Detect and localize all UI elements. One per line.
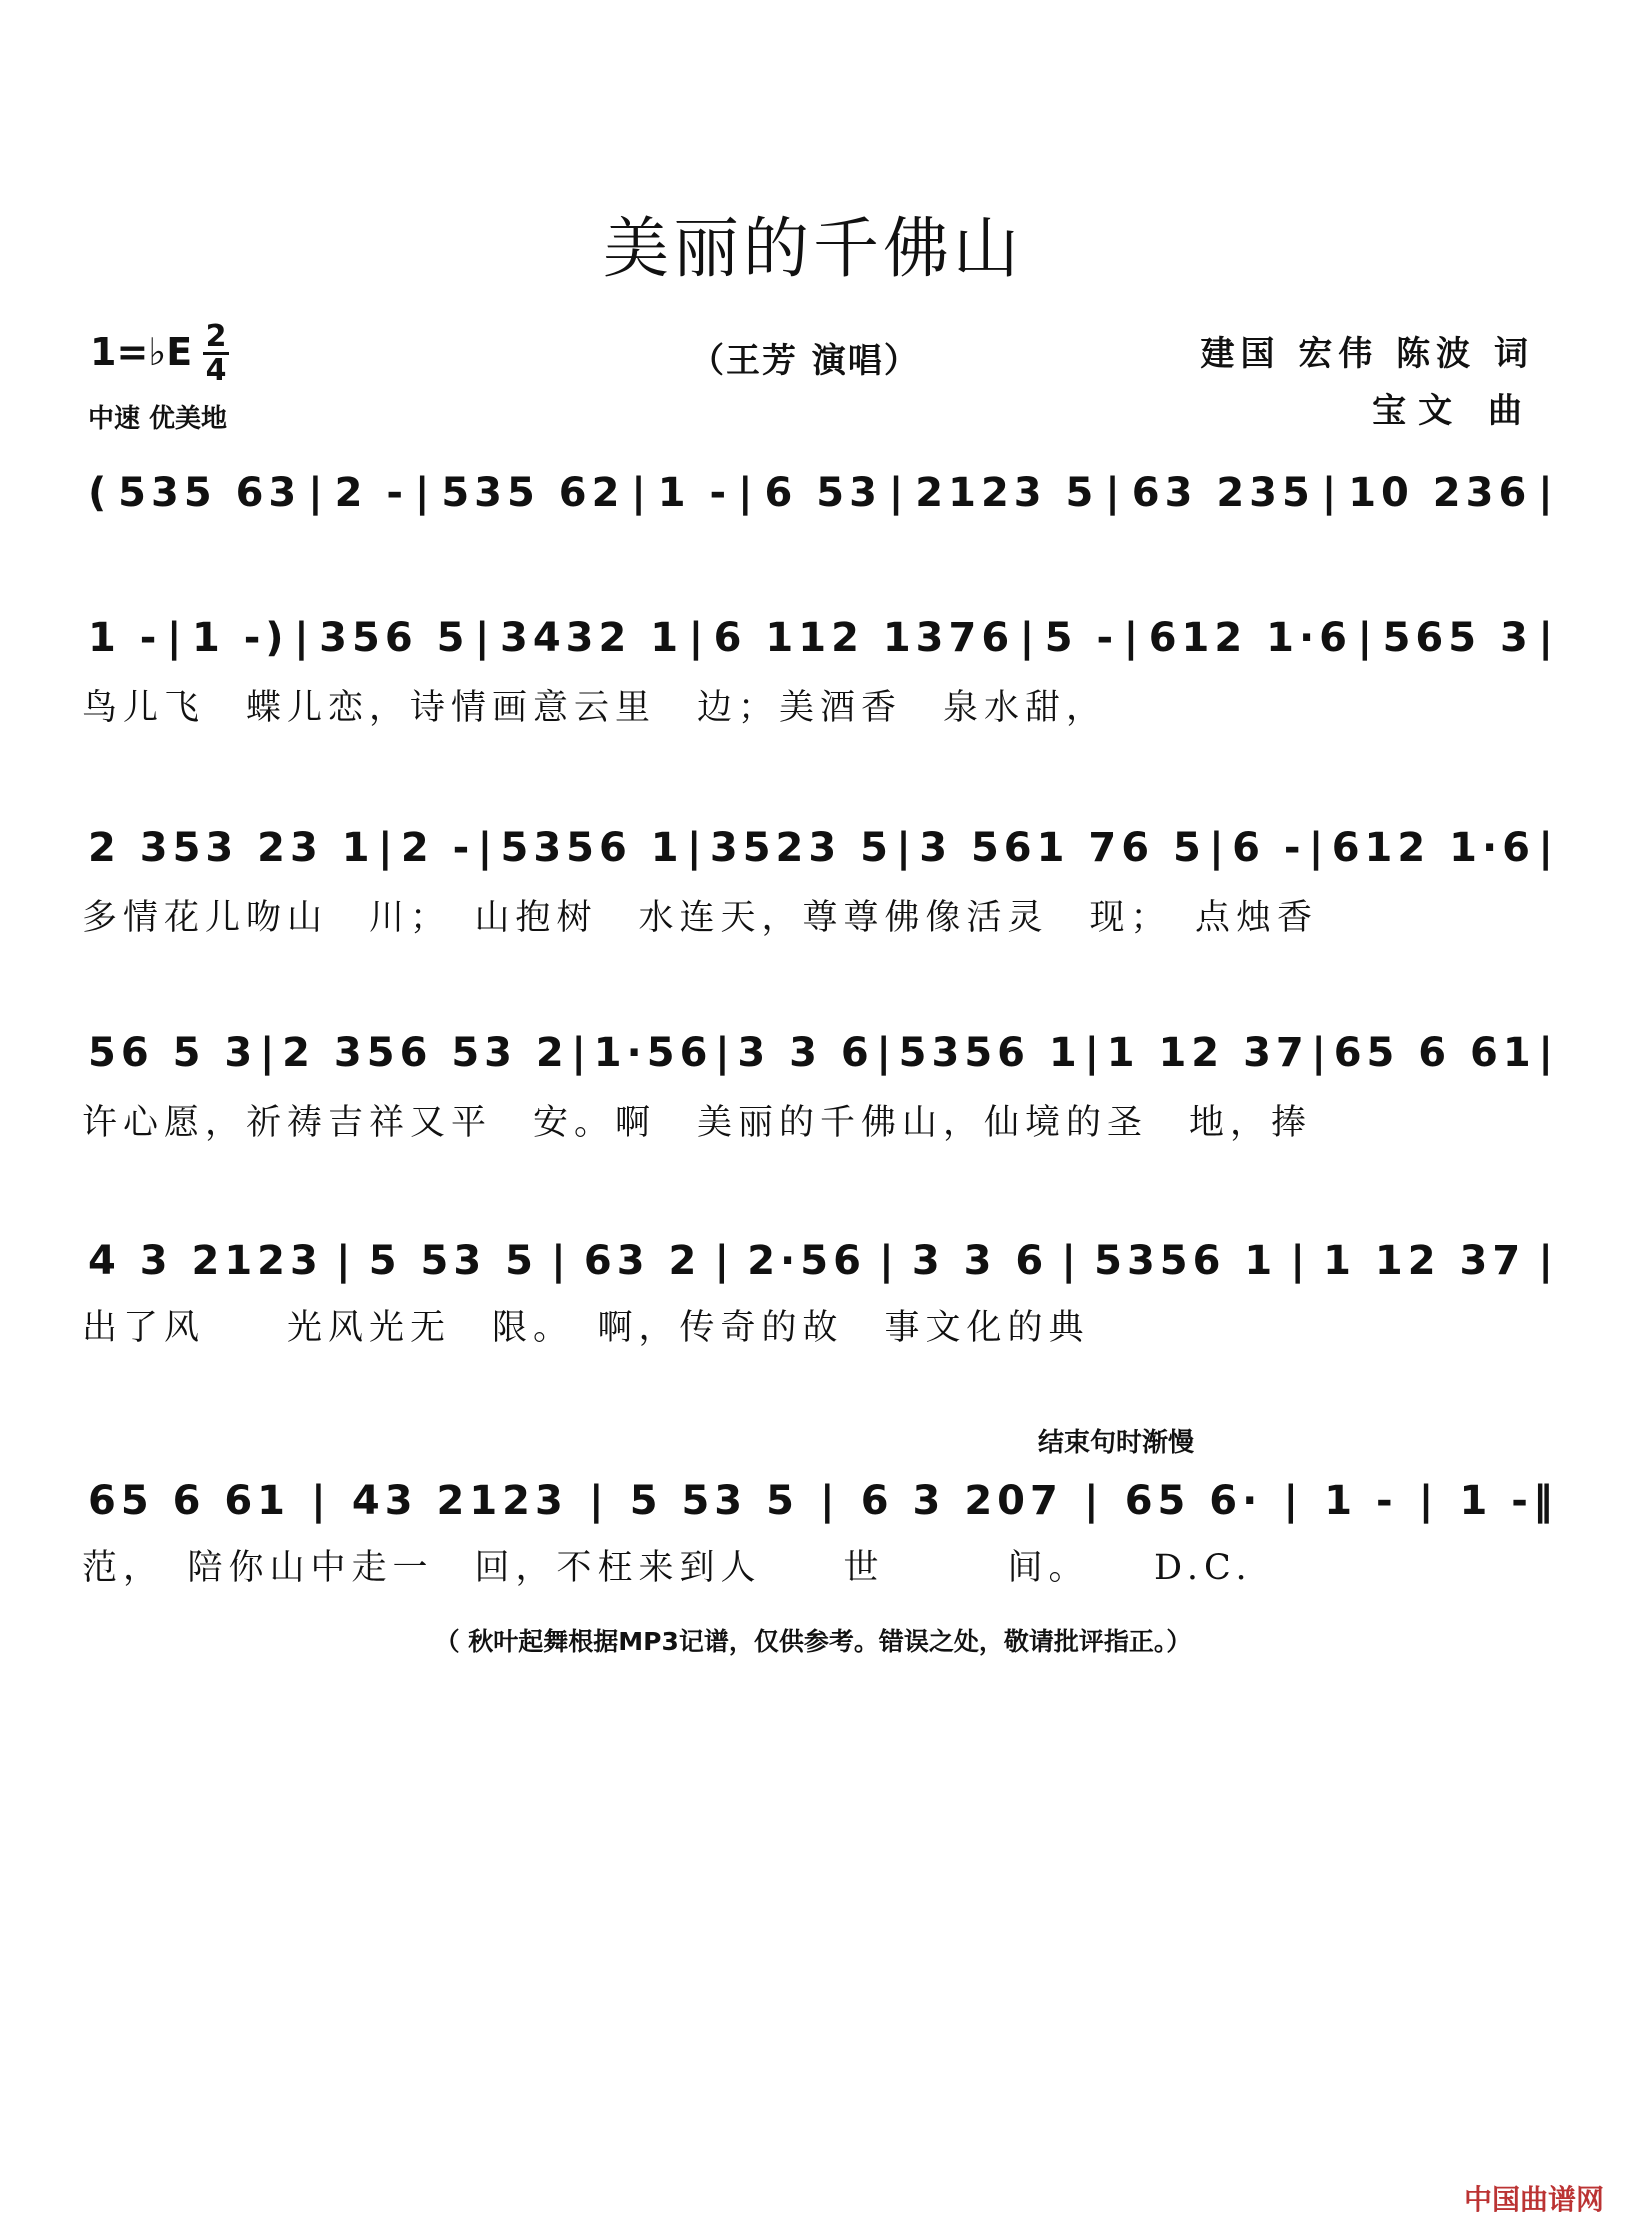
note-group: 2 356 53 2 xyxy=(282,1030,569,1076)
time-sig-bottom: 4 xyxy=(205,353,227,388)
barline: | xyxy=(1084,1030,1105,1076)
note-group: 5356 1 xyxy=(500,825,684,871)
barline: | xyxy=(1321,470,1342,516)
note-group: 3 561 76 5 xyxy=(919,825,1206,871)
barline: | xyxy=(876,1030,896,1076)
note-group: 535 62 xyxy=(441,470,625,516)
note-group: 63 2 xyxy=(583,1238,702,1284)
notation-line-4 xyxy=(88,1030,1558,1076)
barline: | xyxy=(1538,825,1558,871)
barline: | xyxy=(1283,1478,1304,1524)
note-group: 6 3 207 xyxy=(860,1478,1063,1524)
time-sig-top: 2 xyxy=(205,319,227,354)
barline: | xyxy=(1105,470,1125,516)
barline: | xyxy=(715,1030,735,1076)
note-group: 56 5 3 xyxy=(88,1030,258,1076)
barline: | xyxy=(259,1030,280,1076)
ending-instruction: 结束句时渐慢 xyxy=(1038,1428,1195,1458)
barline: | xyxy=(896,825,916,871)
barline: | xyxy=(1308,825,1329,871)
note-group: 2 - xyxy=(400,825,475,871)
note-group: 5 53 5 xyxy=(629,1478,799,1524)
note-group: 5356 1 xyxy=(898,1030,1082,1076)
page-title: 美丽的千佛山 xyxy=(603,210,1023,287)
barline: | xyxy=(1209,825,1229,871)
barline: | xyxy=(1290,1238,1310,1284)
note-group: 43 2123 xyxy=(351,1478,568,1524)
note-group: 65 6 61 xyxy=(1333,1030,1536,1076)
transcription-note: （ 秋叶起舞根据MP3记谱，仅供参考。错误之处，敬请批评指正。） xyxy=(434,1627,1192,1656)
note-group: 1 - xyxy=(88,615,162,661)
note-group: 1 -‖ xyxy=(1459,1478,1558,1524)
key-signature: 1=♭E xyxy=(90,330,193,374)
barline: | xyxy=(1538,1238,1558,1284)
barline: | xyxy=(888,470,909,516)
note-group: 6 112 1376 xyxy=(713,615,1015,661)
barline: | xyxy=(474,615,495,661)
barline: | xyxy=(631,470,651,516)
tempo-marking: 中速 优美地 xyxy=(88,404,228,434)
lyrics-line-4: 许心愿，祈祷吉祥又平 安。啊 美丽的千佛山，仙境的圣 地，捧 xyxy=(82,1103,1313,1143)
barline: | xyxy=(1061,1238,1081,1284)
barline: | xyxy=(1418,1478,1439,1524)
barline: | xyxy=(308,470,328,516)
barline: | xyxy=(588,1478,609,1524)
notation-line-3 xyxy=(88,825,1558,871)
note-group: 3 3 6 xyxy=(737,1030,874,1076)
note-group: 63 235 xyxy=(1131,470,1315,516)
barline: | xyxy=(1357,615,1378,661)
lyrics-line-2: 鸟儿飞 蝶儿恋，诗情画意云里 边；美酒香 泉水甜， xyxy=(82,688,1108,728)
notation-line-6 xyxy=(88,1478,1558,1524)
barline: | xyxy=(1538,615,1558,661)
site-watermark-logo: 中国曲谱网 xyxy=(1463,2183,1604,2216)
note-group: 10 236 xyxy=(1348,470,1532,516)
barline: | xyxy=(688,615,709,661)
barline: | xyxy=(1083,1478,1104,1524)
note-group: 1·56 xyxy=(593,1030,713,1076)
note-group: 5 - xyxy=(1044,615,1119,661)
barline: | xyxy=(686,825,707,871)
barline: | xyxy=(311,1478,331,1524)
note-group: 6 53 xyxy=(764,470,882,516)
barline: | xyxy=(414,470,435,516)
note-group: 1 -) xyxy=(191,615,289,661)
notation-line-1 xyxy=(88,470,1558,516)
barline: | xyxy=(294,615,314,661)
barline: | xyxy=(551,1238,571,1284)
barline: | xyxy=(1019,615,1040,661)
singer-credit: （王芳 演唱） xyxy=(690,341,920,381)
note-group: 5 53 5 xyxy=(368,1238,538,1284)
barline: | xyxy=(166,615,187,661)
barline: | xyxy=(738,470,758,516)
note-group: 2123 5 xyxy=(915,470,1099,516)
barline: | xyxy=(1538,470,1558,516)
note-group: 3432 1 xyxy=(500,615,684,661)
note-group: 1 12 37 xyxy=(1106,1030,1309,1076)
notation-line-5 xyxy=(88,1238,1558,1284)
note-group: 2 353 23 1 xyxy=(88,825,375,871)
note-group: 535 63 xyxy=(118,470,302,516)
lyrics-line-3: 多情花儿吻山 川； 山抱树 水连天，尊尊佛像活灵 现； 点烛香 xyxy=(82,898,1319,938)
barline: | xyxy=(1123,615,1144,661)
barline: | xyxy=(377,825,398,871)
lyricist-credit: 建国 宏伟 陈波 词 xyxy=(1200,334,1534,374)
time-signature xyxy=(203,319,229,388)
note-group: 612 1·6 xyxy=(1331,825,1535,871)
note-group: 565 3 xyxy=(1382,615,1533,661)
note-group: 65 6· xyxy=(1124,1478,1263,1524)
barline: | xyxy=(477,825,498,871)
note-group: 1 - xyxy=(657,470,732,516)
lyrics-line-6: 范， 陪你山中走一 回，不枉来到人 世 间。 D.C. xyxy=(82,1548,1253,1588)
note-group: 4 3 2123 xyxy=(88,1238,323,1284)
note-group: 1 - xyxy=(1324,1478,1398,1524)
note-group: 3523 5 xyxy=(709,825,893,871)
note-group: 2·56 xyxy=(747,1238,866,1284)
barline: | xyxy=(336,1238,356,1284)
barline: | xyxy=(879,1238,899,1284)
note-group: 612 1·6 xyxy=(1148,615,1352,661)
note-group: 6 - xyxy=(1232,825,1306,871)
composer-credit: 宝文 曲 xyxy=(1372,391,1534,431)
note-group: 65 6 61 xyxy=(88,1478,291,1524)
note-group: 2 - xyxy=(334,470,408,516)
lyrics-line-5: 出了风 光风光无 限。 啊，传奇的故 事文化的典 xyxy=(82,1308,1090,1348)
barline: | xyxy=(820,1478,840,1524)
note-group: 1 12 37 xyxy=(1323,1238,1526,1284)
note-group: 3 3 6 xyxy=(911,1238,1049,1284)
barline: | xyxy=(571,1030,592,1076)
barline: | xyxy=(1538,1030,1558,1076)
notation-line-2 xyxy=(88,615,1558,661)
barline: | xyxy=(1311,1030,1332,1076)
note-group: 5356 1 xyxy=(1094,1238,1278,1284)
note-group: ( xyxy=(88,470,112,516)
note-group: 356 5 xyxy=(319,615,470,661)
barline: | xyxy=(714,1238,735,1284)
